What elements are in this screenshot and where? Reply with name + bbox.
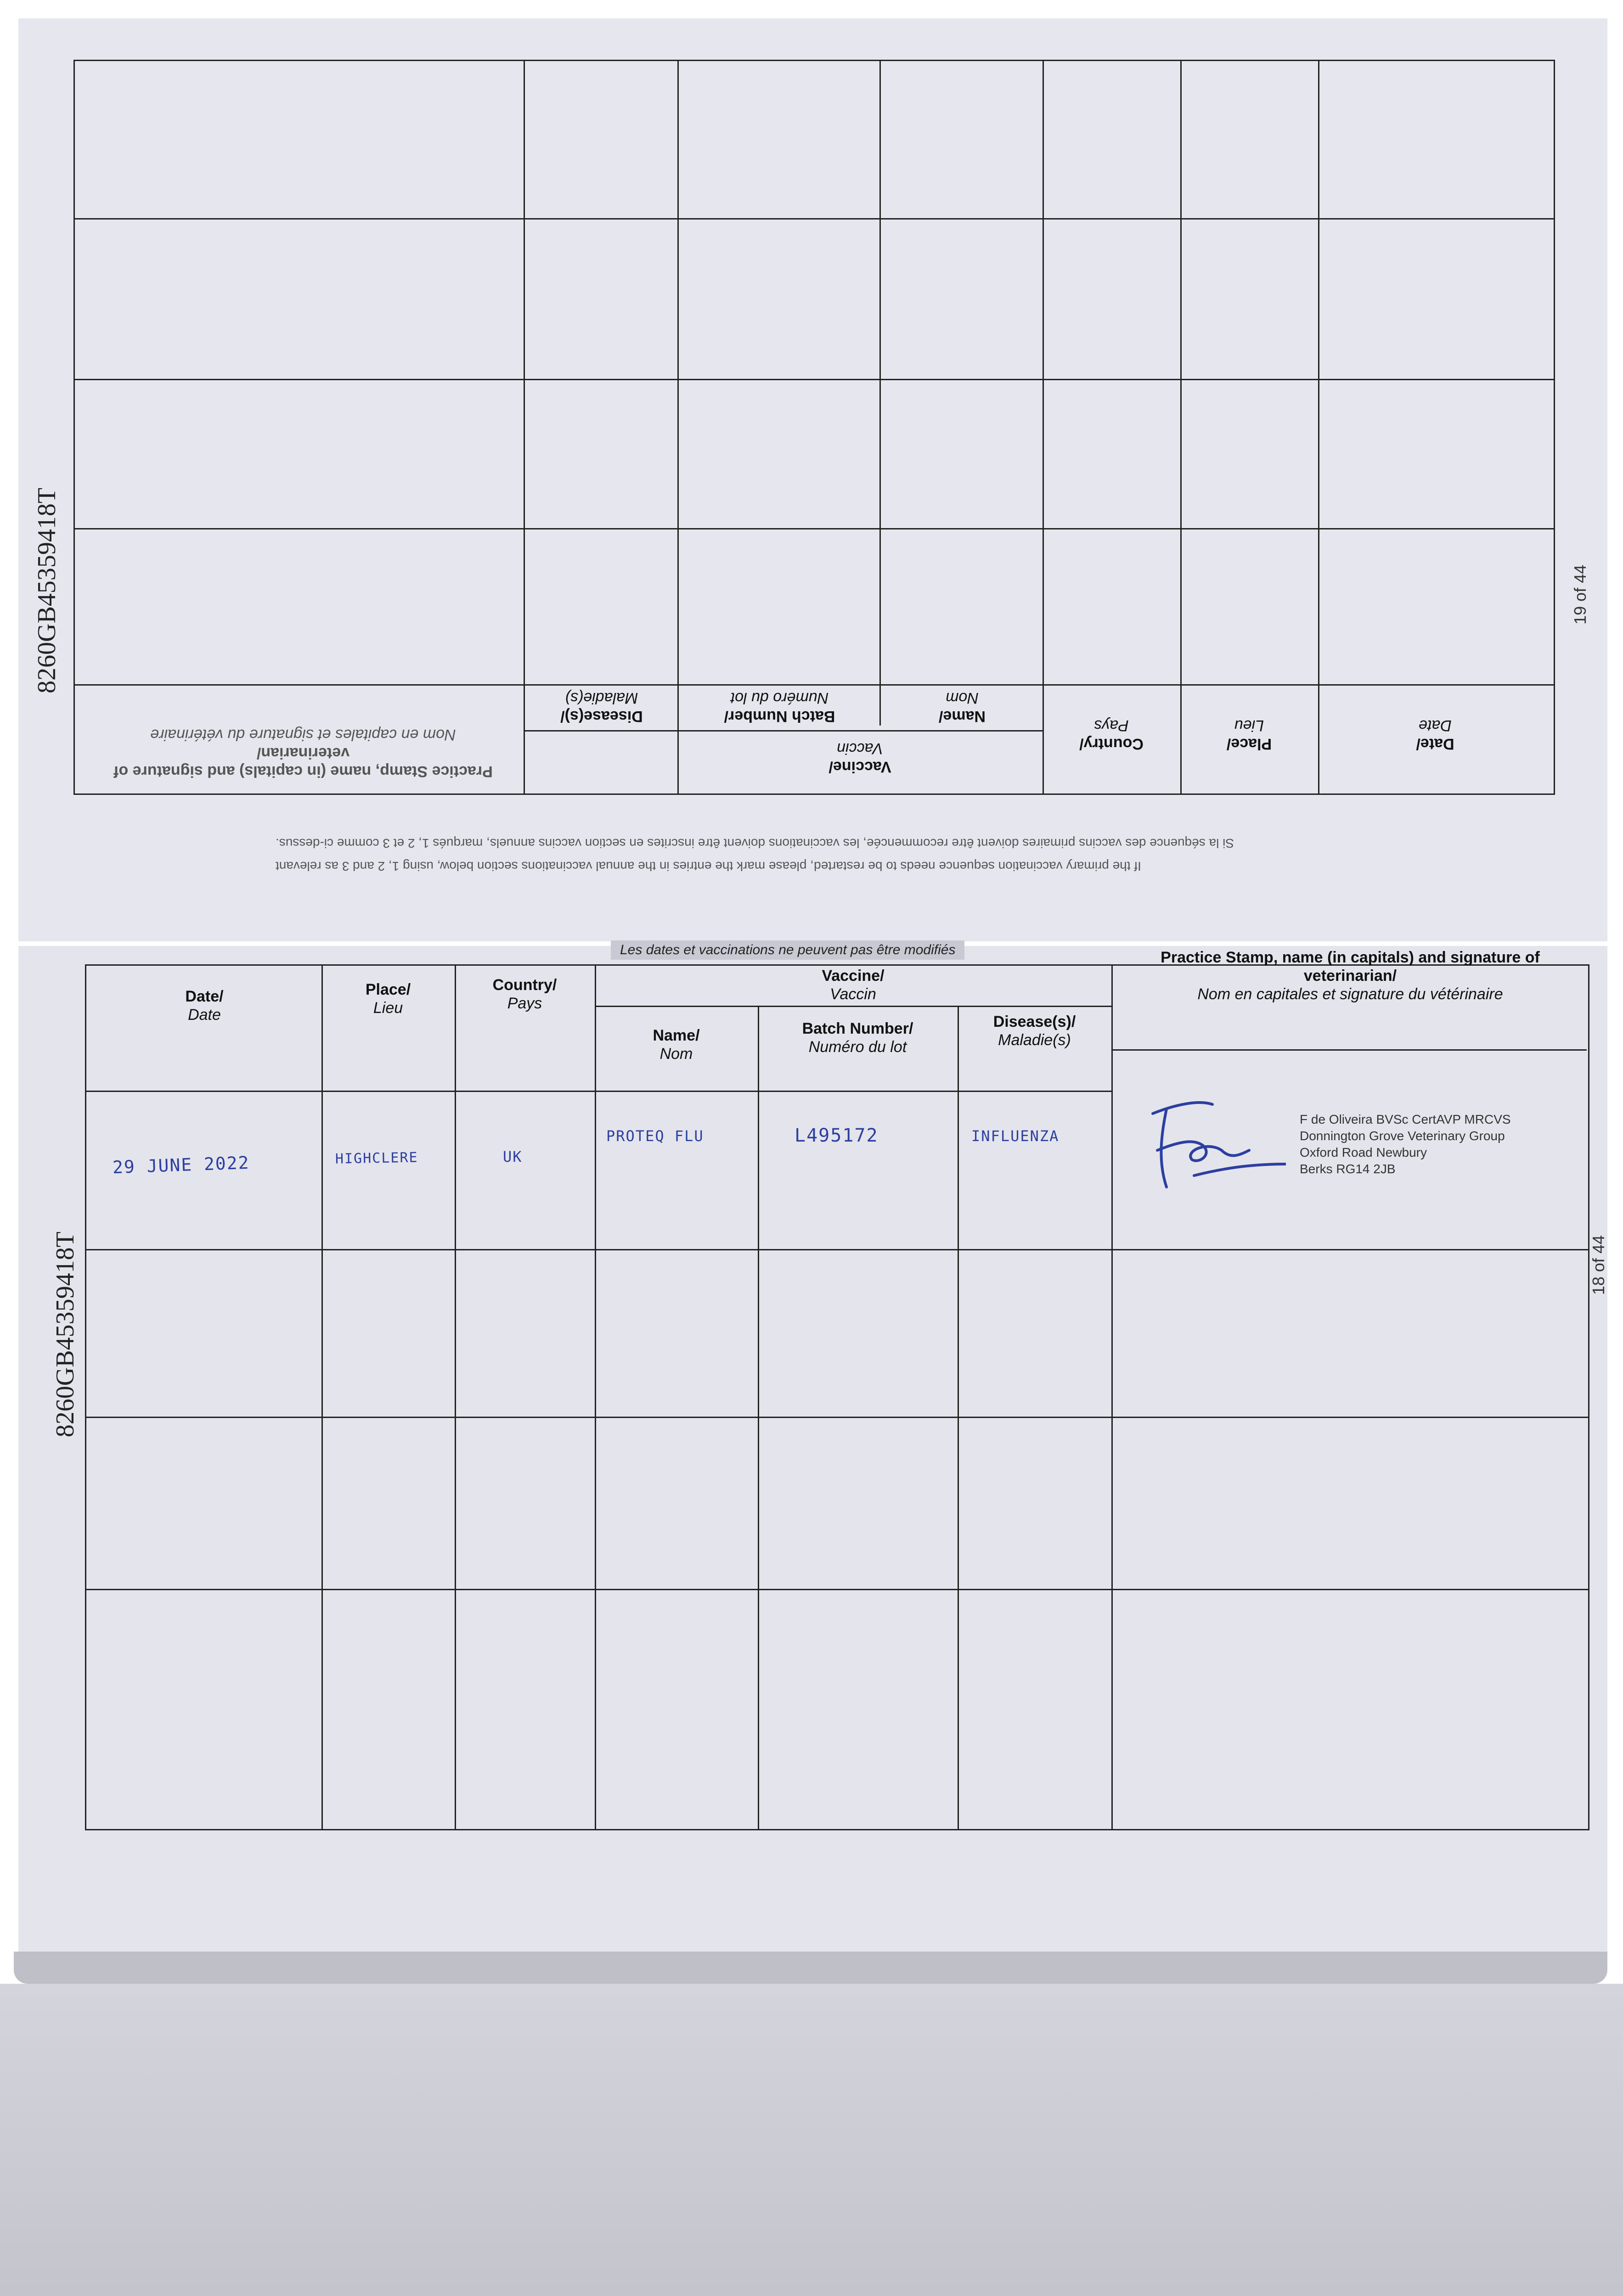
practice-stamp <box>1300 1111 1511 1177</box>
page-label-bottom: 18 of 44 <box>1589 1235 1608 1295</box>
header-disease: Disease(s)/ Maladie(s) <box>993 1013 1076 1049</box>
entry-vaccine-name: PROTEQ FLU <box>606 1127 704 1145</box>
header-batch-top: Batch Number/ Numéro du lot <box>724 689 835 725</box>
page-edge-shadow <box>14 1952 1607 1984</box>
header-country: Country/ Pays <box>492 976 557 1012</box>
page-label-top: 19 of 44 <box>1571 564 1589 625</box>
header-batch: Batch Number/ Numéro du lot <box>802 1020 913 1056</box>
passport-number-bottom: 8260GB45359418T <box>51 1232 79 1437</box>
entry-place: HIGHCLERE <box>335 1149 418 1167</box>
stamp-line-postcode: Berks RG14 2JB <box>1300 1162 1396 1176</box>
header-vaccine: Vaccine/ Vaccin <box>822 967 885 1003</box>
instruction-fr-top: Si la séquence des vaccins primaires doivent être recommencée, les vaccinations doivent être inscrites en section vaccins annuels, marqués 1, 2 et 3 comme ci-dessus. <box>276 836 1234 850</box>
vaccination-table-bottom <box>85 964 1589 1830</box>
header-name: Name/ Nom <box>653 1027 700 1063</box>
header-date-top: Date/ Date <box>1416 717 1454 753</box>
stamp-line-practice: Donnington Grove Veterinary Group <box>1300 1129 1505 1143</box>
entry-country: UK <box>503 1148 523 1165</box>
stamp-line-vet: F de Oliveira BVSc CertAVP MRCVS <box>1300 1112 1511 1126</box>
stamp-line-road: Oxford Road Newbury <box>1300 1145 1427 1159</box>
header-place-top: Place/ Lieu <box>1226 717 1272 753</box>
scanner-background <box>0 1984 1623 2296</box>
passport-number-top: 8260GB45359418T <box>33 488 61 693</box>
header-name-top: Name/ Nom <box>938 689 986 725</box>
header-place: Place/ Lieu <box>365 981 411 1017</box>
header-country-top: Country/ Pays <box>1079 717 1144 753</box>
entry-batch-number: L495172 <box>795 1125 879 1146</box>
banner-notice: Les dates et vaccinations ne peuvent pas être modifiés <box>611 940 964 960</box>
header-vaccine-top: Vaccine/ Vaccin <box>828 740 891 776</box>
entry-date: 29 JUNE 2022 <box>112 1152 250 1178</box>
header-date: Date/ Date <box>185 988 224 1024</box>
instruction-en-top: If the primary vaccination sequence needs to be restarted, please mark the entries in the annual vaccinations section below, using 1, 2 and 3 as relevant <box>276 859 1141 873</box>
header-stamp-top: Practice Stamp, name (in capitals) and signature of veterinarian/ Nom en capitales et signature du vétérinaire <box>113 726 493 780</box>
veterinarian-signature <box>1148 1095 1286 1196</box>
header-stamp: Practice Stamp, name (in capitals) and signature of veterinarian/ Nom en capitales et signature du vétérinaire <box>1161 949 1540 1003</box>
header-disease-top: Disease(s)/ Maladie(s) <box>560 689 643 725</box>
entry-disease: INFLUENZA <box>971 1127 1059 1145</box>
